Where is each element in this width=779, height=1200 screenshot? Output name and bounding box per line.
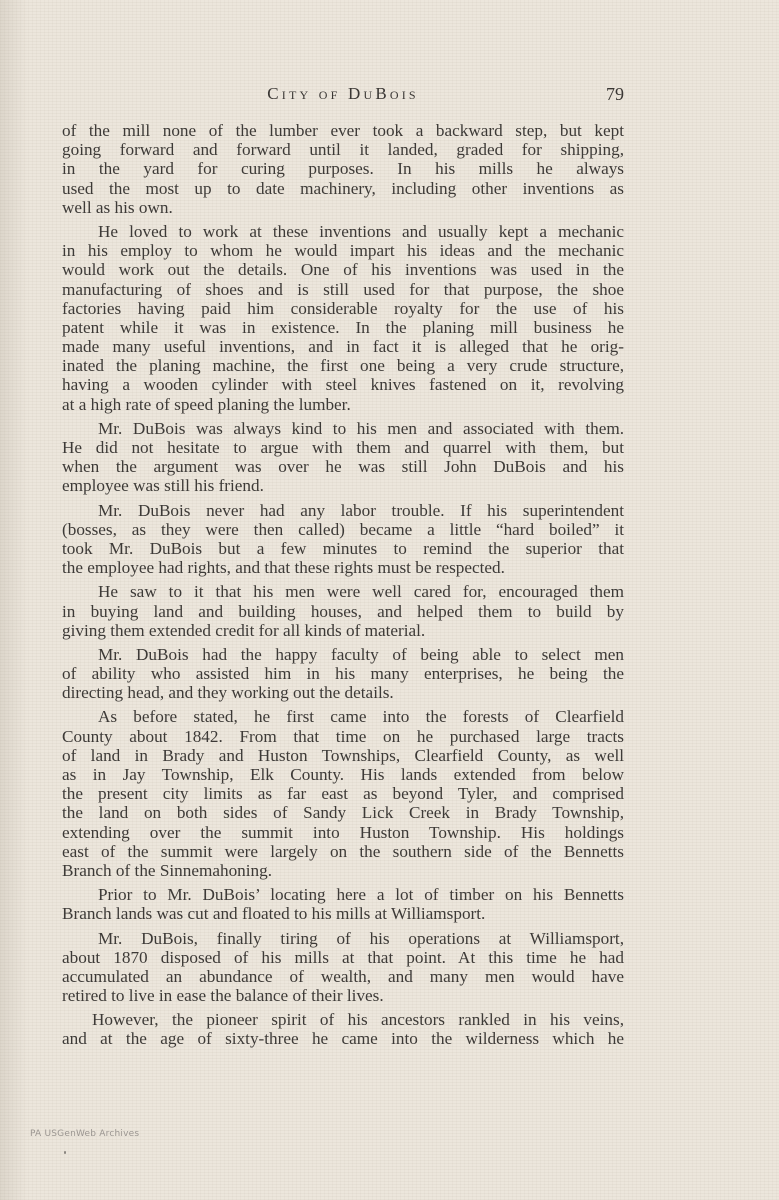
- text-line: inated the planing machine, the first one being a very crude structure,: [62, 356, 624, 376]
- text-line: well as his own.: [62, 197, 173, 217]
- text-line: As before stated, he first came into the forests of Clearfield: [98, 707, 624, 727]
- text-line: Prior to Mr. DuBois’ locating here a lot of timber on his Bennetts: [98, 885, 624, 905]
- text-line: Branch of the Sinnemahoning.: [62, 860, 273, 880]
- text-line: when the argument was over he was still John DuBois and his: [62, 457, 624, 477]
- text-line: going forward and forward until it landed, graded for shipping,: [62, 140, 624, 160]
- page-number: 79: [606, 84, 624, 104]
- text-line: of the mill none of the lumber ever took a backward step, but kept: [62, 121, 624, 140]
- paragraph: [62, 222, 624, 414]
- text-line: He saw to it that his men were well cared for, encouraged them: [98, 582, 624, 602]
- running-title: City of DuBois: [267, 84, 419, 103]
- text-line: as in Jay Township, Elk County. His lands extended from below: [62, 765, 624, 784]
- paragraph: [62, 1010, 624, 1048]
- text-line: accumulated an abundance of wealth, and many men would have: [62, 966, 624, 986]
- text-line: manufacturing of shoes and is still used for that purpose, the shoe: [62, 279, 624, 299]
- text-line: would work out the details. One of his inventions was used in the: [62, 260, 624, 280]
- text-line: and at the age of sixty-three he came into the wilderness which he: [62, 1029, 624, 1049]
- text-line: employee was still his friend.: [62, 476, 264, 496]
- body-text: [62, 121, 624, 1049]
- text-line: of land in Brady and Huston Townships, Clearfield County, as well: [62, 745, 624, 765]
- text-line: However, the pioneer spirit of his ancestors rankled in his veins,: [92, 1010, 624, 1030]
- text-line: in the yard for curing purposes. In his mills he always: [62, 159, 624, 179]
- text-line: of ability who assisted him in his many enterprises, he being the: [62, 664, 624, 684]
- paragraph: [62, 929, 624, 1006]
- text-line: took Mr. DuBois but a few minutes to remind the superior that: [62, 538, 624, 558]
- text-line: the land on both sides of Sandy Lick Creek in Brady Township,: [62, 803, 624, 823]
- text-line: used the most up to date machinery, including other inventions as: [62, 178, 624, 198]
- text-line: made many useful inventions, and in fact it is alleged that he orig-: [62, 337, 624, 357]
- text-line: giving them extended credit for all kinds of material.: [62, 620, 426, 640]
- text-line: in his employ to whom he would impart his ideas and the mechanic: [62, 241, 624, 261]
- text-line: He did not hesitate to argue with them and quarrel with them, but: [62, 438, 624, 457]
- text-line: Mr. DuBois, finally tiring of his operations at Williamsport,: [98, 928, 624, 948]
- text-line: directing head, and they working out the details.: [62, 683, 394, 703]
- text-line: east of the summit were largely on the southern side of the Bennetts: [62, 841, 624, 861]
- text-line: Mr. DuBois was always kind to his men and associated with them.: [98, 418, 624, 438]
- paragraph: [62, 419, 624, 496]
- paper-speck: [64, 1151, 66, 1154]
- text-line: the present city limits as far east as beyond Tyler, and comprised: [62, 784, 624, 804]
- paragraph: [62, 501, 624, 578]
- text-line: the employee had rights, and that these rights must be respected.: [62, 558, 505, 578]
- paragraph: [62, 707, 624, 880]
- paragraph: [62, 121, 624, 217]
- text-line: patent while it was in existence. In the planing mill business he: [62, 317, 624, 337]
- paragraph: [62, 645, 624, 703]
- text-line: about 1870 disposed of his mills at that point. At this time he had: [62, 947, 624, 967]
- text-line: having a wooden cylinder with steel knives fastened on it, revolving: [62, 375, 624, 395]
- text-line: Mr. DuBois had the happy faculty of being able to select men: [98, 644, 624, 664]
- text-line: He loved to work at these inventions and usually kept a mechanic: [98, 221, 624, 241]
- text-line: in buying land and building houses, and helped them to build by: [62, 601, 624, 621]
- text-line: extending over the summit into Huston Township. His holdings: [62, 822, 624, 842]
- text-line: Mr. DuBois never had any labor trouble. If his superintendent: [98, 500, 624, 520]
- page-edge-shadow: [0, 0, 28, 1200]
- text-line: at a high rate of speed planing the lumber.: [62, 394, 351, 414]
- text-line: Branch lands was cut and floated to his mills at Williamsport.: [62, 904, 486, 924]
- text-line: retired to live in ease the balance of their lives.: [62, 986, 384, 1006]
- paragraph: [62, 582, 624, 640]
- text-line: factories having paid him considerable royalty for the use of his: [62, 298, 624, 318]
- text-line: County about 1842. From that time on he purchased large tracts: [62, 726, 624, 746]
- paragraph: [62, 885, 624, 923]
- archive-watermark: PA USGenWeb Archives: [30, 1129, 140, 1139]
- text-line: (bosses, as they were then called) became a little “hard boiled” it: [62, 519, 624, 539]
